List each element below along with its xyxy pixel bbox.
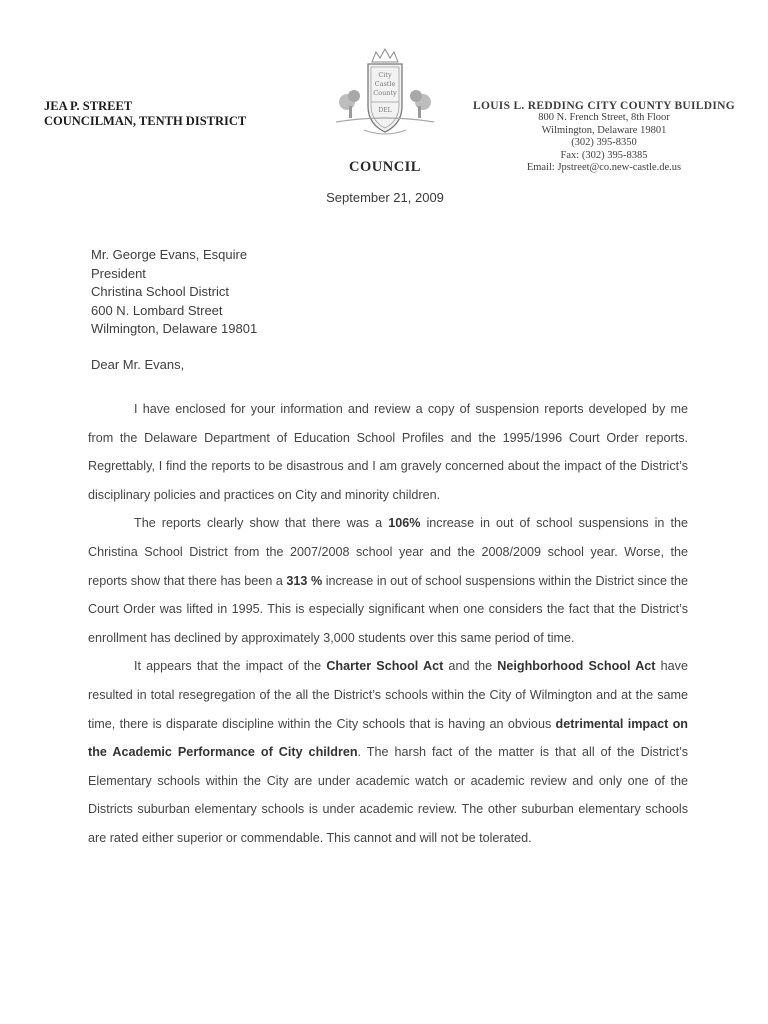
paragraph-3 <box>88 652 688 852</box>
city-seal-icon <box>330 44 440 140</box>
address-street: 800 N. French Street, 8th Floor <box>538 112 670 124</box>
seal-line-3: County <box>373 89 397 97</box>
seal-line-4: DEL <box>378 107 392 114</box>
p3-text-c: and the <box>443 659 498 674</box>
recipient-name: Mr. George Evans, Esquire <box>91 247 248 262</box>
p2-text-c: increase in out of school suspensions in the Christina School District from the 2007/2008 school year and the 2008/2009 school year. Worse, the reports show that there has been a <box>88 516 688 588</box>
seal-line-2: Castle <box>374 80 396 88</box>
council-heading: COUNCIL <box>349 159 421 175</box>
p1-text: I have enclosed for your information and review a copy of suspension reports developed by me from the Delaware Department of Education School Profiles and the 1995/1996 Court Order reports. Regrettably, I find the reports to be disastrous and I am gravely concerned about the impact of the District’s disciplinary policies and practices on City and minority children. <box>88 402 688 502</box>
p3-highlight-1: Charter School Act <box>326 659 444 674</box>
address-city: Wilmington, Delaware 19801 <box>541 124 667 136</box>
address-fax: Fax: (302) 395-8385 <box>560 149 648 161</box>
recipient-org: Christina School District <box>91 284 229 300</box>
address-building: LOUIS L. REDDING CITY COUNTY BUILDING <box>472 100 735 112</box>
recipient-city: Wilmington, Delaware 19801 <box>91 321 258 337</box>
paragraph-2 <box>88 509 688 652</box>
recipient-street: 600 N. Lombard Street <box>91 302 223 318</box>
sender-block <box>44 99 246 129</box>
p3-text-a: It appears that the impact of the <box>134 659 327 674</box>
p3-text-d: have resulted in total resegregation of the all the District’s schools within the City of Wilmington and at the same time, there is disparate discipline within the City schools that is having an obvious <box>88 659 688 731</box>
p2-text-d: increase in out of school suspensions within the District since the Court Order was lifted in 1995. This is especially significant when one considers the fact that the District’s enrollment has declined by approximately 3,000 students over this same period of time. <box>88 573 688 645</box>
address-email: Email: Jpstreet@co.new-castle.de.us <box>526 162 682 174</box>
seal-line-1: City <box>378 71 392 79</box>
office-address <box>464 100 744 174</box>
p3-highlight-3: detrimental impact on the Academic Performance of City children <box>88 716 688 760</box>
paragraph-1 <box>88 395 688 509</box>
letter-date: September 21, 2009 <box>326 190 444 205</box>
p3-text-e: . The harsh fact of the matter is that all of the District’s Elementary schools within the City are under academic watch or academic review and only one of the Districts suburban elementary schools is under academic review. The other suburban elementary schools are rated either superior or commendable. This cannot and will not be tolerated. <box>88 745 688 845</box>
recipient-block <box>91 246 257 339</box>
p2-highlight-2: 313 % <box>286 573 323 588</box>
p2-text-a: The reports clearly show that there was a <box>134 516 389 531</box>
address-phone: (302) 395-8350 <box>571 137 637 149</box>
sender-name: JEA P. STREET <box>44 99 133 113</box>
p2-highlight-1: 106% <box>388 516 421 531</box>
letter-body <box>88 395 688 853</box>
p3-highlight-2: Neighborhood School Act <box>497 659 656 674</box>
salutation: Dear Mr. Evans, <box>91 357 185 372</box>
recipient-title: President <box>91 265 146 281</box>
sender-title: COUNCILMAN, TENTH DISTRICT <box>44 114 247 128</box>
